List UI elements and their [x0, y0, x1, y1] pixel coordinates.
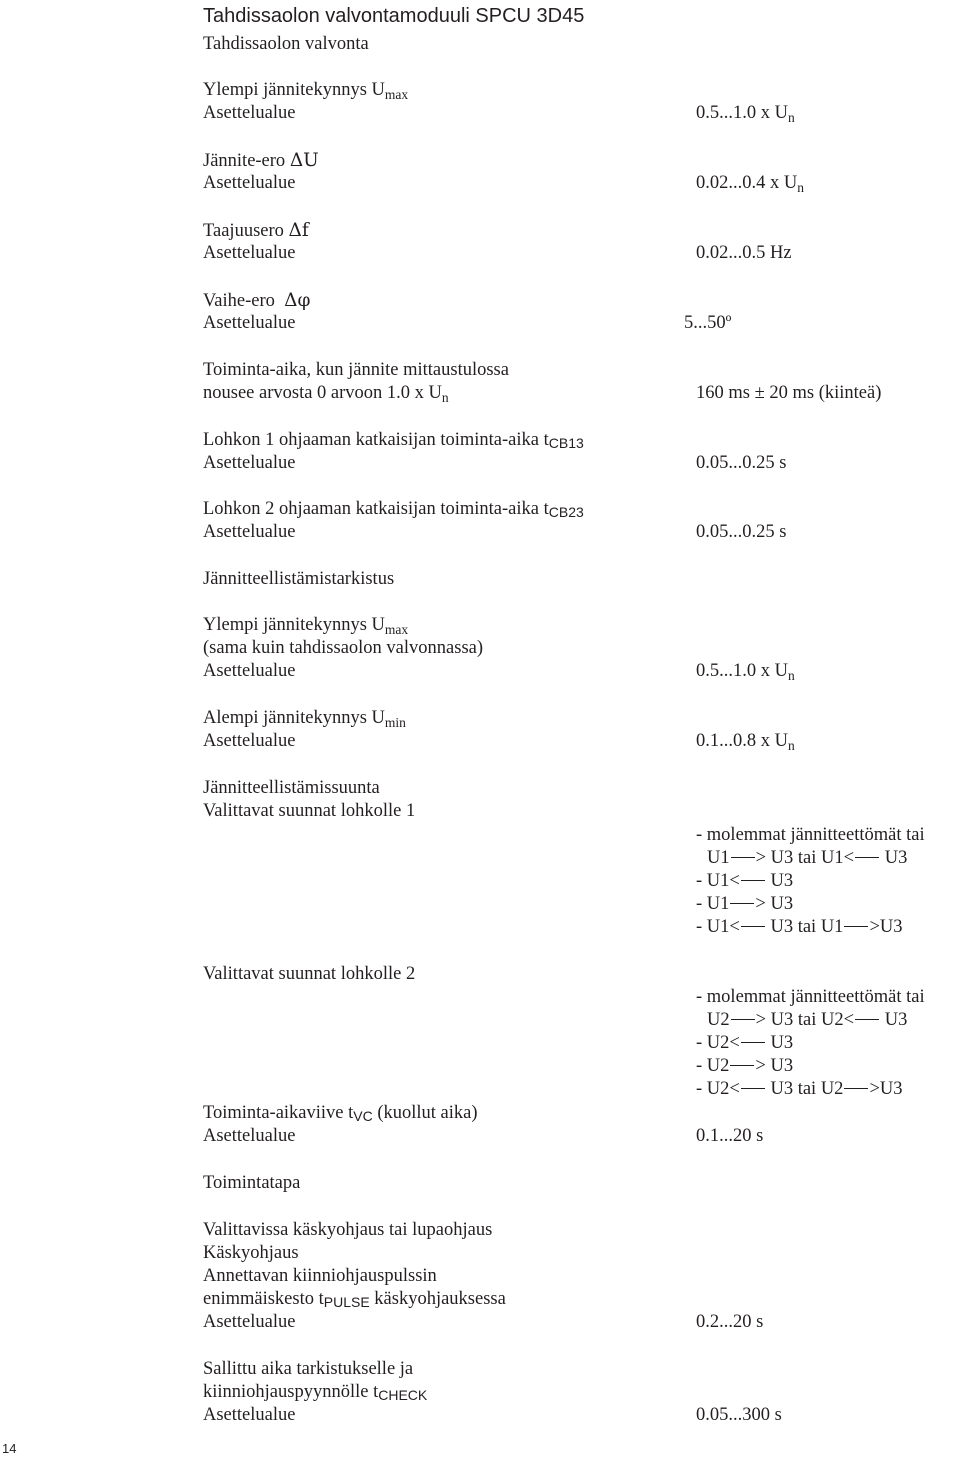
- mode-line: Valittavissa käskyohjaus tai lupaohjaus: [203, 1220, 493, 1240]
- arrow-line-icon: [741, 1088, 765, 1089]
- sync-tcb23-range-label: Asettelualue: [203, 522, 296, 542]
- sync-tcb13-label: Lohkon 1 ohjaaman katkaisijan toiminta-aika tCB13: [203, 430, 584, 451]
- direction-block1-option: - U1< U3 tai U1 >U3: [696, 917, 903, 937]
- energizing-umin-range: 0.1...0.8 x $U_n$: [696, 731, 795, 753]
- sync-dphi-range-label: Asettelualue: [203, 313, 296, 333]
- sync-du-range-label: Asettelualue: [203, 173, 296, 193]
- mode-heading: Toimintatapa: [203, 1173, 301, 1193]
- sync-optime-line2: nousee arvosta 0 arvoon 1.0 x $U_n$: [203, 383, 449, 405]
- direction-block1-label: Valittavat suunnat lohkolle 1: [203, 801, 416, 821]
- mode-pulse-range-label: Asettelualue: [203, 1312, 296, 1332]
- energizing-umax-label: Ylempi jännitekynnys $U_{max}$: [203, 615, 409, 637]
- direction-block2-option: - U2 > U3: [696, 1056, 794, 1076]
- sync-df-range: 0.02...0.5 Hz: [696, 243, 792, 263]
- page-title: Tahdissaolon valvontamoduuli SPCU 3D45: [203, 5, 585, 27]
- energizing-umax-range: 0.5...1.0 x $U_n$: [696, 661, 795, 683]
- page-number: 14: [2, 1441, 17, 1456]
- arrow-line-icon: [731, 1019, 755, 1020]
- sync-dphi-range: 5...50º: [684, 313, 732, 333]
- sync-umax-label: Ylempi jännitekynnys $U_{max}$: [203, 80, 409, 102]
- energizing-umin-range-label: Asettelualue: [203, 731, 296, 751]
- sync-df-range-label: Asettelualue: [203, 243, 296, 263]
- mode-line: Käskyohjaus: [203, 1243, 299, 1263]
- sync-dphi-label: Vaihe-ero Δφ: [203, 290, 311, 311]
- energizing-umax-note: (sama kuin tahdissaolon valvonnassa): [203, 638, 484, 658]
- direction-block2-label: Valittavat suunnat lohkolle 2: [203, 964, 416, 984]
- arrow-line-icon: [731, 857, 755, 858]
- sync-optime-value: 160 ms ± 20 ms (kiinteä): [696, 383, 882, 403]
- sync-du-label: Jännite-ero ΔU: [203, 150, 319, 171]
- arrow-line-icon: [855, 1019, 879, 1020]
- arrow-line-icon: [741, 1042, 765, 1043]
- arrow-line-icon: [844, 926, 868, 927]
- arrow-line-icon: [741, 926, 765, 927]
- arrow-line-icon: [730, 1065, 754, 1066]
- direction-heading: Jännitteellistämissuunta: [203, 778, 380, 798]
- energizing-heading: Jännitteellistämistarkistus: [203, 569, 395, 589]
- direction-block1-option: U1 > U3 tai U1< U3: [707, 848, 908, 868]
- arrow-line-icon: [730, 903, 754, 904]
- arrow-line-icon: [855, 857, 879, 858]
- mode-check-line: Sallittu aika tarkistukselle ja: [203, 1359, 414, 1379]
- direction-block2-option: - U2< U3 tai U2 >U3: [696, 1079, 903, 1099]
- sync-tcb13-range-label: Asettelualue: [203, 453, 296, 473]
- direction-block2-option: - U2< U3: [696, 1033, 794, 1053]
- arrow-line-icon: [844, 1088, 868, 1089]
- direction-tvc-range: 0.1...20 s: [696, 1126, 764, 1146]
- direction-block2-option: - molemmat jännitteettömät tai: [696, 987, 925, 1007]
- mode-pulse-label: enimmäiskesto tPULSE käskyohjauksessa: [203, 1289, 506, 1310]
- direction-block2-option: U2 > U3 tai U2< U3: [707, 1010, 908, 1030]
- mode-check-range-label: Asettelualue: [203, 1405, 296, 1425]
- sync-du-range: 0.02...0.4 x $U_n$: [696, 173, 804, 195]
- sync-heading: Tahdissaolon valvonta: [203, 34, 369, 54]
- mode-check-label: kiinniohjauspyynnölle tCHECK: [203, 1382, 428, 1403]
- sync-tcb13-range: 0.05...0.25 s: [696, 453, 787, 473]
- arrow-line-icon: [741, 880, 765, 881]
- energizing-umax-range-label: Asettelualue: [203, 661, 296, 681]
- direction-block1-option: - U1< U3: [696, 871, 794, 891]
- mode-pulse-range: 0.2...20 s: [696, 1312, 764, 1332]
- mode-check-range: 0.05...300 s: [696, 1405, 782, 1425]
- sync-df-label: Taajuusero Δf: [203, 220, 309, 241]
- mode-line: Annettavan kiinniohjauspulssin: [203, 1266, 437, 1286]
- sync-optime-line1: Toiminta-aika, kun jännite mittaustulossa: [203, 360, 509, 380]
- sync-umax-range: 0.5...1.0 x $U_n$: [696, 103, 795, 125]
- energizing-umin-label: Alempi jännitekynnys $U_{min}$: [203, 708, 406, 730]
- direction-block1-option: - U1 > U3: [696, 894, 794, 914]
- direction-tvc-range-label: Asettelualue: [203, 1126, 296, 1146]
- sync-tcb23-range: 0.05...0.25 s: [696, 522, 787, 542]
- sync-umax-range-label: Asettelualue: [203, 103, 296, 123]
- direction-tvc-label: Toiminta-aikaviive tVC (kuollut aika): [203, 1103, 478, 1124]
- direction-block1-option: - molemmat jännitteettömät tai: [696, 825, 925, 845]
- sync-tcb23-label: Lohkon 2 ohjaaman katkaisijan toiminta-aika tCB23: [203, 499, 584, 520]
